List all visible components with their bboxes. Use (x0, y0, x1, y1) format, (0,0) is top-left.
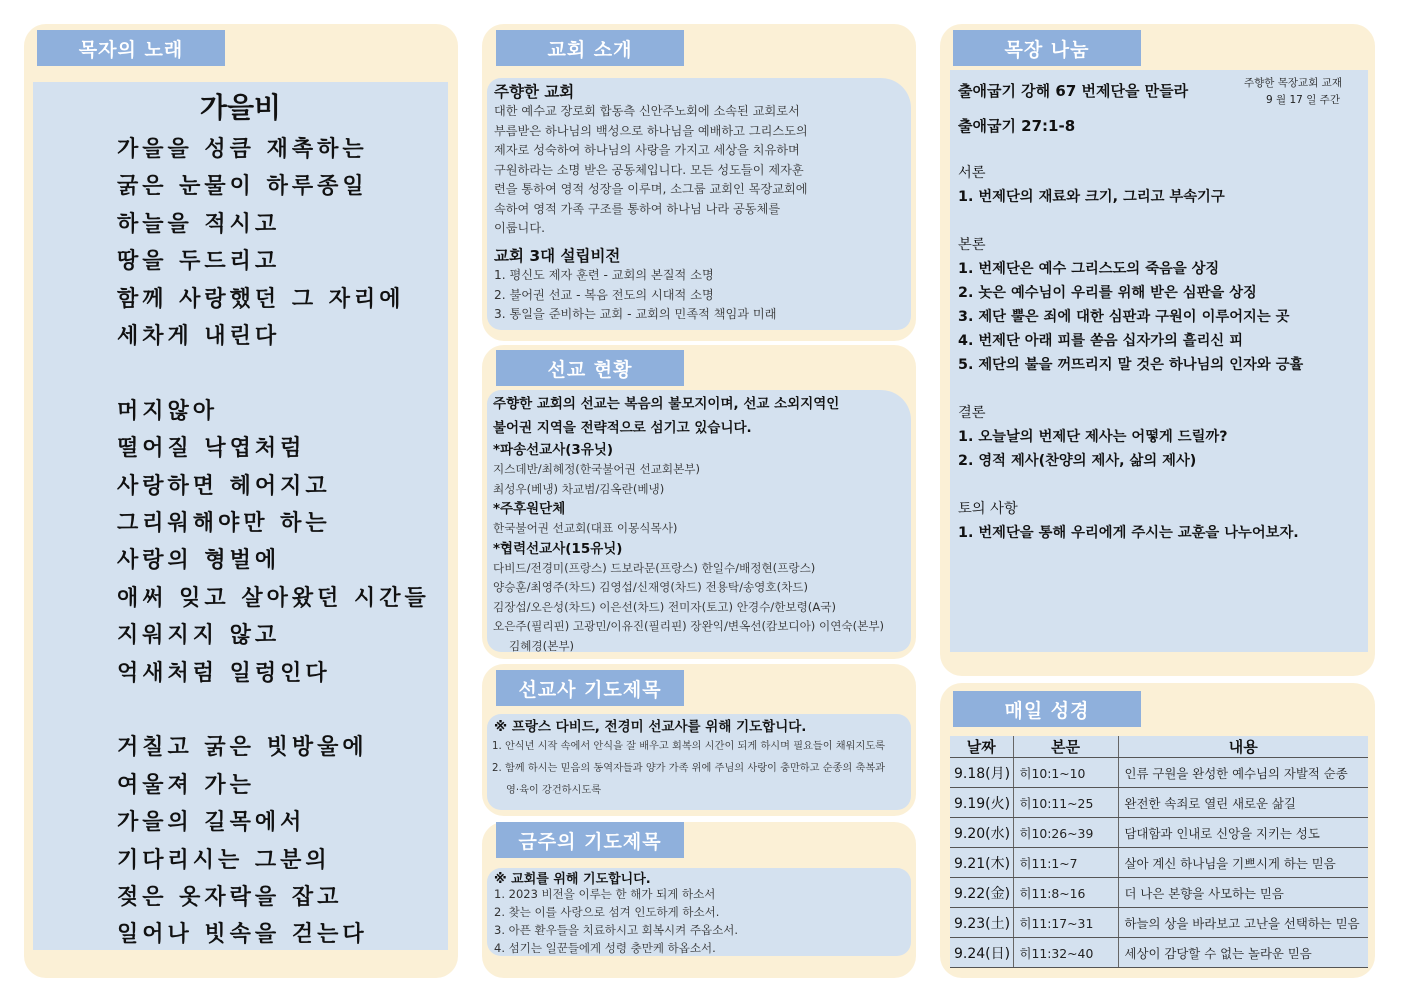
mission-group-line: 지스데반/최혜정(한국불어권 선교회본부) (493, 462, 701, 476)
row-passage: 히10:26~39 (1013, 818, 1118, 848)
lesson-title: 출애굽기 강해 67 번제단을 만들라 (958, 82, 1189, 100)
intro-text-line: 부름받은 하나님의 백성으로 하나님을 예배하고 그리스도의 (494, 123, 808, 138)
section-item: 4. 번제단 아래 피를 쏟음 십자가의 흘리신 피 (958, 333, 1244, 349)
missionary-prayer-tab: 선교사 기도제목 (496, 670, 684, 706)
poem-line: 지워지지 않고 (117, 622, 281, 649)
row-content: 인류 구원을 완성한 예수님의 자발적 순종 (1118, 758, 1368, 788)
missionary-prayer-heading: ※ 프랑스 다비드, 전경미 선교사를 위해 기도합니다. (494, 719, 807, 735)
row-date: 9.21(木) (950, 848, 1013, 878)
poem-line: 머지않아 (117, 397, 219, 424)
missionary-prayer-item: 2. 함께 하시는 믿음의 동역자들과 양가 가족 위에 주님의 사랑이 충만하고 순종의 축복과 (492, 763, 886, 774)
section-item: 1. 오늘날의 번제단 제사는 어떻게 드릴까? (958, 429, 1228, 445)
intro-text-line: 속하여 영적 가족 구조를 통하여 하나님 나라 공동체를 (494, 201, 781, 216)
section-heading: 결론 (958, 405, 986, 421)
vision-item: 3. 통일을 준비하는 교회 - 교회의 민족적 책임과 미래 (494, 307, 777, 321)
weekly-prayer-item: 1. 2023 비전을 이루는 한 해가 되게 하소서 (494, 887, 716, 901)
row-date: 9.20(水) (950, 818, 1013, 848)
poem-line: 거칠고 굵은 빗방울에 (117, 734, 368, 761)
mission-group-heading: *주후원단체 (493, 501, 566, 517)
lesson-meta-1: 주향한 목장교회 교재 (1244, 77, 1342, 89)
mission-group-line: 양승훈/최영주(차드) 김영섭/신재영(차드) 전용탁/송영호(차드) (493, 580, 809, 594)
mission-intro-line: 주향한 교회의 선교는 복음의 불모지이며, 선교 소외지역인 (493, 396, 840, 412)
poem-line: 떨어질 낙엽처럼 (117, 435, 306, 462)
section-item: 3. 제단 뿔은 죄에 대한 심판과 구원이 이루어지는 곳 (958, 309, 1290, 325)
section-heading: 토의 사항 (958, 501, 1018, 517)
row-content: 살아 계신 하나님을 기쁘시게 하는 믿음 (1118, 848, 1368, 878)
row-content: 더 나은 본향을 사모하는 믿음 (1118, 878, 1368, 908)
mission-tab: 선교 현황 (496, 350, 684, 386)
poem-line: 하늘을 적시고 (117, 210, 281, 237)
mission-group-heading: *협력선교사(15유닛) (493, 540, 623, 557)
mission-group-heading: *파송선교사(3유닛) (493, 442, 614, 458)
table-row (950, 848, 1368, 878)
poem-line: 젖은 옷자락을 잡고 (117, 884, 343, 910)
table-row (950, 908, 1368, 938)
section-item: 2. 영적 제사(찬양의 제사, 삶의 제사) (958, 453, 1197, 469)
row-date: 9.24(日) (950, 938, 1013, 968)
table-row (950, 758, 1368, 788)
missionary-prayer-items (492, 736, 885, 802)
mission-group-line: 다비드/전경미(프랑스) 드보라문(프랑스) 한일수/배정현(프랑스) (493, 560, 816, 575)
mission-group-line: 오은주(필리핀) 고광민/이유진(필리핀) 장완익/변옥선(캄보디아) 이연숙(본부) (493, 619, 885, 633)
table-header-row (950, 736, 1368, 758)
row-content: 완전한 속죄로 열린 새로운 삶길 (1118, 788, 1368, 818)
poem-line: 기다리시는 그분의 (117, 846, 331, 873)
poem-line: 억새처럼 일렁인다 (117, 659, 331, 686)
intro-text-line: 제자로 성숙하여 하나님의 사랑을 가지고 세상을 치유하며 (494, 143, 800, 157)
row-date: 9.19(火) (950, 788, 1013, 818)
poem-line: 가을을 성큼 재촉하는 (117, 136, 368, 162)
header-content: 내용 (1118, 736, 1368, 758)
poem-line: 그리워해야만 하는 (117, 510, 331, 536)
missionary-prayer-item: 1. 안식년 시작 속에서 안식을 잘 배우고 회복의 시간이 되게 하시며 필요들이 채워지도록 (492, 741, 886, 752)
mission-group-line: 최성우(베냉) 차교범/김옥란(베냉) (493, 481, 665, 496)
poem-line: 함께 사랑했던 그 자리에 (117, 285, 405, 312)
row-content: 하늘의 상을 바라보고 고난을 선택하는 믿음 (1118, 908, 1368, 938)
row-date: 9.22(金) (950, 878, 1013, 908)
poem-line: 사랑하면 헤어지고 (117, 472, 331, 499)
poem-line: 애써 잊고 살아왔던 시간들 (117, 584, 430, 611)
mission-intro-line: 불어권 지역을 전략적으로 섬기고 있습니다. (493, 420, 752, 436)
row-passage: 히11:17~31 (1013, 908, 1118, 938)
mission-box (487, 390, 911, 652)
row-content: 담대함과 인내로 신앙을 지키는 성도 (1118, 818, 1368, 848)
pastor-song-tab: 목자의 노래 (37, 30, 225, 66)
vision-heading: 교회 3대 설립비전 (494, 247, 621, 265)
row-passage: 히11:32~40 (1013, 938, 1118, 968)
row-passage: 히10:1~10 (1013, 758, 1118, 788)
section-item: 1. 번제단의 재료와 크기, 그리고 부속기구 (958, 189, 1225, 205)
church-intro-body (494, 102, 808, 239)
daily-bible-table (950, 736, 1368, 968)
poem-line: 굵은 눈물이 하루종일 (117, 173, 368, 200)
header-date: 날짜 (950, 736, 1013, 758)
table-row (950, 788, 1368, 818)
mission-group-line: 김장섭/오은성(차드) 이은선(차드) 전미자(토고) 안경수/한보령(A국) (493, 599, 836, 614)
intro-text-line: 대한 예수교 장로회 합동측 신안주노회에 소속된 교회로서 (494, 104, 800, 118)
mission-group-line: 김혜경(본부) (509, 638, 575, 653)
row-date: 9.23(土) (950, 908, 1013, 938)
table-row (950, 938, 1368, 968)
section-item: 1. 번제단을 통해 우리에게 주시는 교훈을 나누어보자. (958, 525, 1299, 541)
vision-item: 2. 불어권 선교 - 복음 전도의 시대적 소명 (494, 287, 714, 302)
table-row (950, 818, 1368, 848)
church-intro-tab: 교회 소개 (496, 30, 684, 66)
weekly-prayer-box (487, 868, 911, 956)
daily-bible-tab: 매일 성경 (953, 691, 1141, 727)
row-passage: 히11:8~16 (1013, 878, 1118, 908)
mokjang-tab: 목장 나눔 (953, 30, 1141, 66)
church-intro-box (487, 78, 911, 330)
poem-line: 사랑의 형벌에 (117, 547, 281, 574)
header-passage: 본문 (1013, 736, 1118, 758)
mission-content (493, 392, 909, 656)
intro-text-line: 련을 통하여 영적 성장을 이루며, 소그룹 교회인 목장교회에 (494, 182, 808, 196)
poem-line: 세차게 내린다 (117, 323, 281, 349)
row-passage: 히11:1~7 (1013, 848, 1118, 878)
intro-text-line: 이룹니다. (494, 221, 545, 235)
table-row (950, 878, 1368, 908)
row-date: 9.18(月) (950, 758, 1013, 788)
pastor-song-box (33, 82, 448, 950)
section-item: 1. 번제단은 예수 그리스도의 죽음을 상징 (958, 261, 1220, 277)
poem-line: 여울져 가는 (117, 771, 255, 798)
section-heading: 서론 (958, 165, 986, 181)
weekly-prayer-item: 4. 섬기는 일꾼들에게 성령 충만케 하옵소서. (494, 941, 716, 955)
vision-list (494, 266, 776, 325)
intro-text-line: 구원하라는 소명 받은 공동체입니다. 모든 성도들이 제자훈 (494, 162, 804, 177)
section-item: 2. 놋은 예수님이 우리를 위해 받은 심판을 상징 (958, 285, 1257, 301)
vision-item: 1. 평신도 제자 훈련 - 교회의 본질적 소명 (494, 268, 714, 282)
poem-line: 땅을 두드리고 (117, 248, 281, 275)
weekly-prayer-heading: ※ 교회를 위해 기도합니다. (494, 872, 651, 887)
missionary-prayer-box (487, 714, 911, 810)
poem-line: 일어나 빗속을 걷는다 (117, 921, 368, 948)
weekly-prayer-item: 3. 아픈 환우들을 치료하시고 회복시켜 주옵소서. (494, 923, 738, 937)
row-content: 세상이 감당할 수 없는 놀라운 믿음 (1118, 938, 1368, 968)
weekly-prayer-items (494, 885, 738, 957)
section-item: 5. 제단의 불을 꺼뜨리지 말 것은 하나님의 인자와 긍휼 (958, 357, 1304, 373)
row-passage: 히10:11~25 (1013, 788, 1118, 818)
scripture-ref: 출애굽기 27:1-8 (958, 117, 1076, 135)
missionary-prayer-item: 영·육이 강건하시도록 (506, 785, 602, 796)
poem-line: 가을의 길목에서 (117, 809, 306, 836)
weekly-prayer-tab: 금주의 기도제목 (496, 822, 684, 858)
poem-title: 가을비 (199, 91, 282, 124)
weekly-prayer-item: 2. 찾는 이를 사랑으로 섬겨 인도하게 하소서. (494, 905, 720, 919)
mission-group-line: 한국불어권 선교회(대표 이몽식목사) (493, 521, 678, 535)
church-name-heading: 주향한 교회 (494, 83, 575, 101)
section-heading: 본론 (958, 237, 986, 253)
lesson-meta-2: 9 월 17 일 주간 (1266, 94, 1340, 106)
